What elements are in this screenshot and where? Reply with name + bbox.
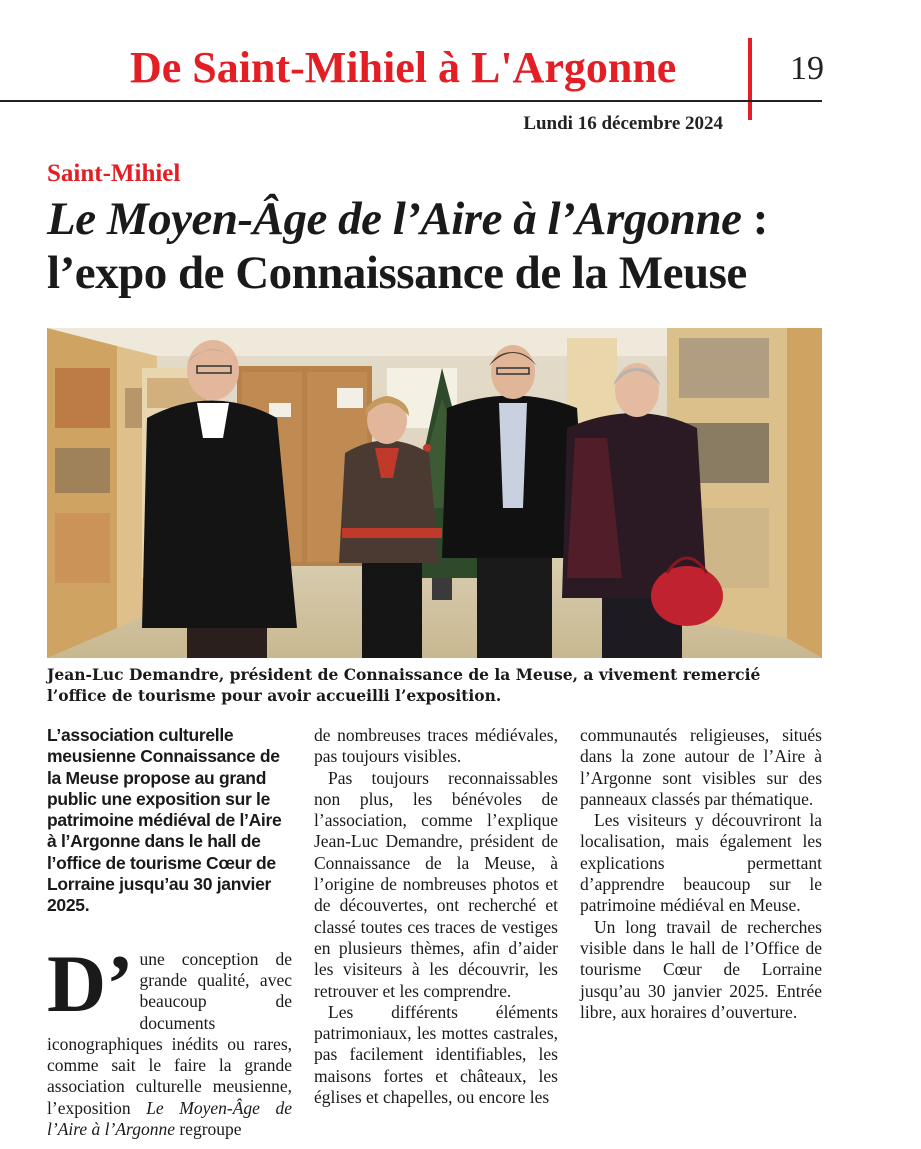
article-headline <box>47 192 837 300</box>
article-paragraph-5: Un long travail de recherches visible dans le hall de l’Office de tourisme Cœur de Lorraine jusqu’au 30 janvier 2025. Entrée libre, aux horaires d’ouverture. <box>580 916 822 1022</box>
article-paragraph-3: Les différents éléments patrimoniaux, les mottes castrales, pas facilement identifiables, les maisons fortes et châteaux, les églises et chapelles, ou encore les <box>314 1001 558 1108</box>
paragraph-1-start: une conception de grande qualité, avec beaucoup de documents iconographiques inédits ou rares, comme sait le faire la grande association culturelle meusienne, l’exposition <box>47 948 292 1118</box>
paragraph-1-end: regroupe <box>174 1119 242 1140</box>
headline-colon: : <box>741 193 768 245</box>
headline-line-2: l’expo de Connaissance de la Meuse <box>47 247 747 299</box>
article-column-1 <box>47 725 292 1140</box>
drop-cap: D’ <box>47 937 134 1029</box>
page-number: 19 <box>790 50 824 87</box>
article-paragraph-1 <box>47 937 292 1141</box>
headline-italic: Le Moyen-Âge de l’Aire à l’Argonne <box>47 193 742 245</box>
article-column-2 <box>314 725 558 1108</box>
photo-illustration <box>47 328 822 658</box>
article-paragraph-2: Pas toujours reconnaissables non plus, les bénévoles de l’association, comme l’explique Jean-Luc Demandre, président de Connaissance de la Meuse, à l’origine de nombreuses photos et de découvertes, ont recherché et classé toutes ces traces de vestiges en plusieurs thèmes, afin d’aider les visiteurs à les découvrir, les retrouver et les comprendre. <box>314 767 558 1001</box>
article-paragraph-4: Les visiteurs y découvriront la localisation, mais également les explications permettant d’apprendre beaucoup sur le patrimoine médiéval en Meuse. <box>580 810 822 916</box>
headline-line-1 <box>47 192 837 246</box>
paragraph-3-continued: communautés religieuses, situés dans la zone autour de l’Aire à l’Argonne sont visibles sur des panneaux classés par thématique. <box>580 725 822 809</box>
article-column-3 <box>580 725 822 1023</box>
header-divider-vertical <box>748 38 752 120</box>
section-title: De Saint-Mihiel à L'Argonne <box>130 43 677 92</box>
photo-caption: Jean-Luc Demandre, président de Connaissance de la Meuse, a vivement remercié l’office de tourisme pour avoir accueilli l’exposition. <box>47 665 761 705</box>
paragraph-1-continued: de nombreuses traces médiévales, pas toujours visibles. <box>314 725 558 767</box>
exhibition-title: Le Moyen-Âge de l’Aire à l’Argonne <box>47 1097 292 1140</box>
publication-date: Lundi 16 décembre 2024 <box>523 113 723 134</box>
article-chapo: L’association culturelle meusienne Connaissance de la Meuse propose au grand public une exposition sur le patrimoine médiéval de l’Aire à l’Argonne dans le hall de l’office de tourisme Cœur de Lorraine jusqu’au 30 janvier 2025. <box>47 725 282 916</box>
header-rule <box>0 100 822 102</box>
article-kicker: Saint-Mihiel <box>47 160 181 187</box>
article-photo <box>47 328 822 658</box>
